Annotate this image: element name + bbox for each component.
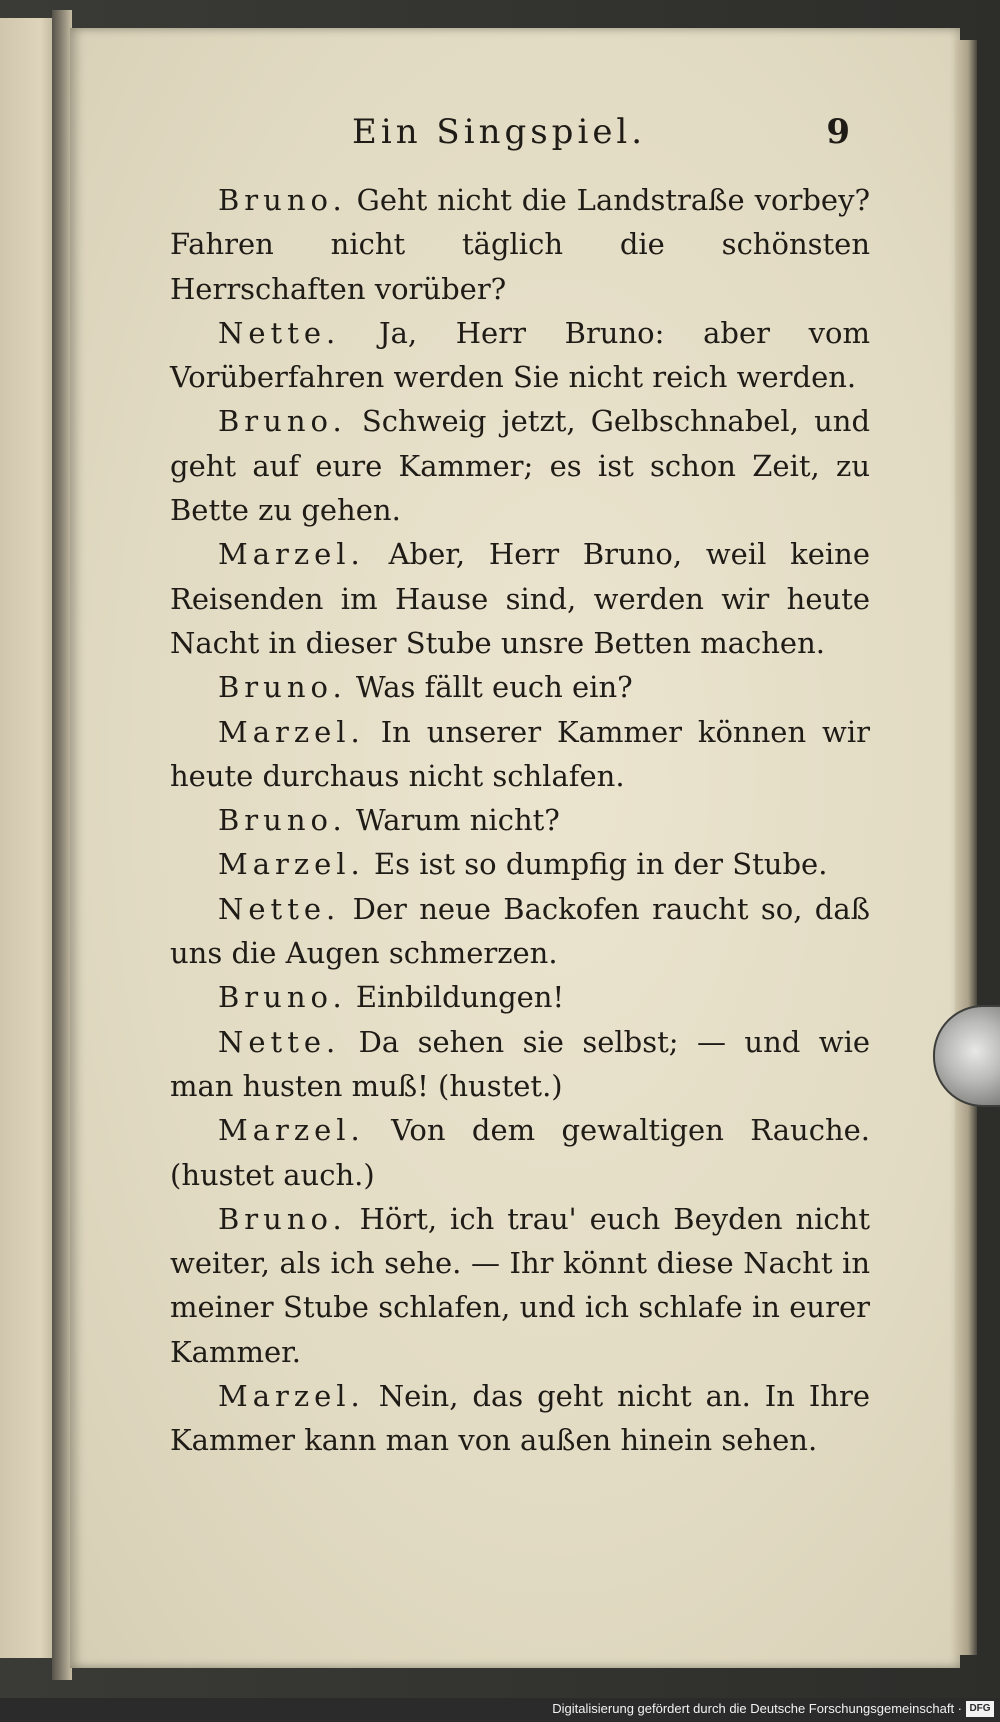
dialogue-line	[170, 887, 870, 976]
speaker-name: Marzel.	[218, 1113, 365, 1148]
dialogue-line	[170, 178, 870, 311]
speaker-name: Bruno.	[218, 980, 347, 1015]
dialogue-line	[170, 665, 870, 709]
dialogue-line	[170, 532, 870, 665]
line-text: In unserer Kammer können wir heute durchaus nicht schlafen.	[170, 714, 871, 793]
line-text: Es ist so dumpfig in der Stube.	[374, 847, 828, 882]
speaker-name: Nette.	[218, 1024, 341, 1059]
dialogue-line	[170, 1020, 870, 1109]
line-text: Geht nicht die Landstraße vorbey? Fahren nicht täglich die schönsten Herrschaften vorüber?	[170, 183, 870, 306]
dialogue-line	[170, 1108, 870, 1197]
left-page-edge	[0, 18, 58, 1658]
funding-credit: Digitalisierung gefördert durch die Deutsche Forschungsgemeinschaft ·	[552, 1701, 962, 1716]
speaker-name: Nette.	[218, 315, 341, 350]
dialogue-line	[170, 311, 870, 400]
speaker-name: Marzel.	[218, 847, 365, 882]
line-text: Nein, das geht nicht an. In Ihre Kammer kann man von außen hinein sehen.	[170, 1379, 871, 1458]
line-text: Von dem gewaltigen Rauche. (hustet auch.)	[170, 1113, 870, 1192]
speaker-name: Nette.	[218, 891, 341, 926]
dialogue-line	[170, 1197, 870, 1374]
dialogue-line	[170, 399, 870, 532]
speaker-name: Bruno.	[218, 803, 347, 838]
dialogue-line	[170, 975, 870, 1019]
dfg-logo-icon: DFG	[966, 1701, 994, 1717]
page-number: 9	[826, 112, 850, 152]
page-edge	[955, 40, 977, 1655]
speaker-name: Marzel.	[218, 1379, 365, 1414]
line-text: Was fällt euch ein?	[355, 670, 633, 705]
line-text: Da sehen sie selbst; — und wie man husten muß! (hustet.)	[170, 1024, 871, 1103]
dialogue-line	[170, 842, 870, 886]
speaker-name: Bruno.	[218, 183, 347, 217]
digitization-footer	[0, 1698, 1000, 1722]
speaker-name: Bruno.	[218, 404, 347, 439]
line-text: Hört, ich trau' euch Beyden nicht weiter, als ich sehe. — Ihr könnt diese Nacht in meiner Stube schlafen, und ich schlafe in eurer Kammer.	[170, 1201, 870, 1369]
speaker-name: Marzel.	[218, 537, 365, 572]
line-text: Ja, Herr Bruno: aber vom Vorüberfahren werden Sie nicht reich werden.	[170, 315, 871, 395]
dialogue-line	[170, 710, 870, 799]
line-text: Der neue Backofen raucht so, daß uns die Augen schmerzen.	[170, 891, 871, 971]
speaker-name: Bruno.	[218, 1201, 347, 1236]
line-text: Einbildungen!	[355, 980, 565, 1015]
dialogue-line	[170, 1374, 870, 1463]
line-text: Schweig jetzt, Gelbschnabel, und geht auf eure Kammer; es ist schon Zeit, zu Bette zu gehen.	[170, 404, 871, 528]
line-text: Warum nicht?	[355, 803, 560, 838]
line-text: Aber, Herr Bruno, weil keine Reisenden im Hause sind, werden wir heute Nacht in dieser Stube unsre Betten machen.	[170, 537, 870, 660]
book-gutter	[52, 10, 72, 1680]
running-title: Ein Singspiel.	[352, 112, 647, 152]
page-header	[170, 112, 870, 160]
dialogue-line	[170, 798, 870, 842]
speaker-name: Bruno.	[218, 670, 347, 705]
dialogue-text	[170, 178, 870, 1463]
speaker-name: Marzel.	[218, 714, 365, 749]
